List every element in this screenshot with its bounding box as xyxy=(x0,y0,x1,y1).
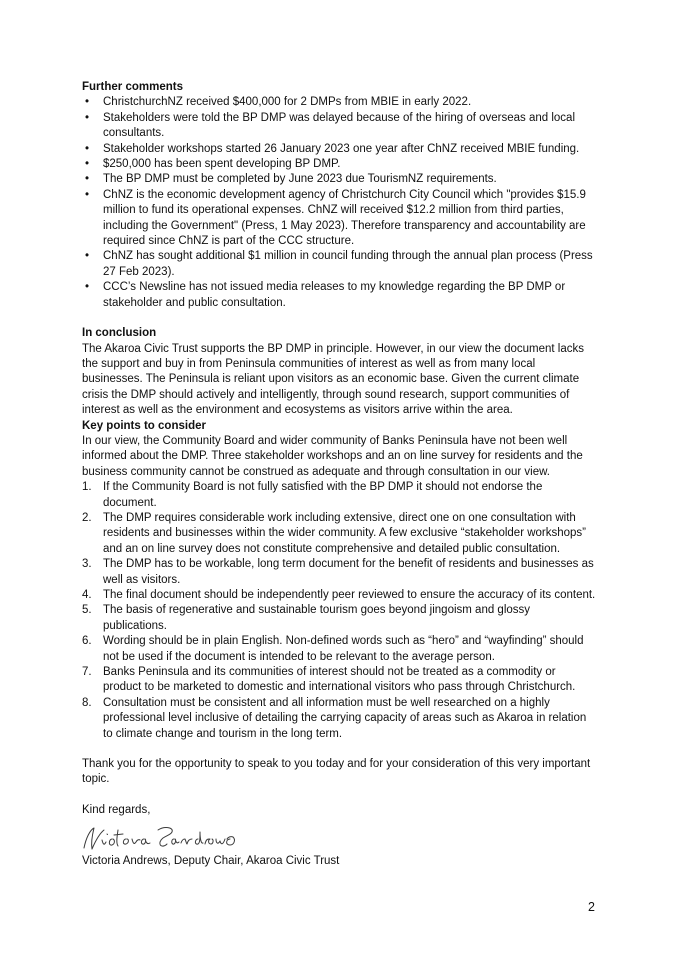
key-points-list xyxy=(82,480,597,742)
list-item xyxy=(82,557,597,588)
list-item: • ChristchurchNZ received $400,000 for 2 DMPs from MBIE in early 2022. xyxy=(82,95,597,110)
list-number: 3. xyxy=(82,558,92,571)
list-text: The DMP has to be workable, long term document for the benefit of residents and businesses as well as visitors. xyxy=(103,558,594,586)
list-item: • ChNZ is the economic development agency of Christchurch City Council which "provides $15.9 million to fund its operational expenses. ChNZ will received $12.2 million from third parties, including the Government" (Press, 1 May 2023). Therefore transparency and accountability are required since ChNZ is part of the CCC structure. xyxy=(82,188,597,250)
list-number: 4. xyxy=(82,589,92,601)
key-points-heading: Key points to consider xyxy=(82,419,206,432)
list-item xyxy=(82,634,597,665)
conclusion-paragraph: The Akaroa Civic Trust supports the BP DMP in principle. However, in our view the document lacks the support and buy in from Peninsula communities of interest as well as from many local businesses. The Peninsula is reliant upon visitors as an economic base. Given the current climate crisis the DMP should actively and intelligently, through sound research, support communities of interest as well as the environment and ecosystems as visitors arrive within the area. xyxy=(82,342,584,417)
list-text: If the Community Board is not fully satisfied with the BP DMP it should not endorse the document. xyxy=(103,481,543,509)
list-item xyxy=(82,696,597,742)
list-number: 6. xyxy=(82,635,92,648)
signature-image xyxy=(82,824,242,854)
list-number: 8. xyxy=(82,696,92,709)
list-item xyxy=(82,480,597,511)
list-text: The DMP requires considerable work including extensive, direct one on one consultation with residents and businesses within the wider community. A few exclusive “stakeholder workshops” and an on line survey does not constitute comprehensive and detailed public consultation. xyxy=(103,511,587,555)
list-item: • Stakeholder workshops started 26 January 2023 one year after ChNZ received MBIE funding. xyxy=(82,142,597,157)
list-item: • Stakeholders were told the BP DMP was delayed because of the hiring of overseas and local consultants. xyxy=(82,111,597,142)
list-item xyxy=(82,603,597,634)
list-text: The final document should be independently peer reviewed to ensure the accuracy of its content. xyxy=(103,589,596,601)
list-number: 1. xyxy=(82,481,92,494)
handwritten-signature xyxy=(82,824,242,854)
list-text: Banks Peninsula and its communities of interest should not be treated as a commodity or product to be marketed to domestic and international visitors who pass through Christchurch. xyxy=(103,666,576,694)
list-number: 5. xyxy=(82,604,92,617)
list-number: 7. xyxy=(82,666,92,679)
list-text: Wording should be in plain English. Non-defined words such as “hero” and “wayfinding” should not be used if the document is intended to be relevant to the average person. xyxy=(103,635,584,663)
list-item: • $250,000 has been spent developing BP DMP. xyxy=(82,157,597,172)
list-item: • The BP DMP must be completed by June 2023 due TourismNZ requirements. xyxy=(82,172,597,187)
list-item: • ChNZ has sought additional $1 million in council funding through the annual plan process (Press 27 Feb 2023). xyxy=(82,249,597,280)
closing-salutation: Kind regards, xyxy=(82,803,151,816)
conclusion-heading: In conclusion xyxy=(82,327,157,340)
key-points-intro: In our view, the Community Board and wider community of Banks Peninsula have not been well informed about the DMP. Three stakeholder workshops and an on line survey for residents and the business community cannot be construed as adequate and through consultation in our view. xyxy=(82,434,583,478)
list-number: 2. xyxy=(82,511,92,524)
further-comments-list xyxy=(82,95,597,311)
page-number: 2 xyxy=(588,900,595,914)
list-item: • CCC’s Newsline has not issued media releases to my knowledge regarding the BP DMP or stakeholder and public consultation. xyxy=(82,280,597,311)
thanks-paragraph: Thank you for the opportunity to speak to you today and for your consideration of this very important topic. xyxy=(82,758,591,786)
list-text: The basis of regenerative and sustainable tourism goes beyond jingoism and glossy publications. xyxy=(103,604,531,632)
list-item xyxy=(82,665,597,696)
signatory-line: Victoria Andrews, Deputy Chair, Akaroa Civic Trust xyxy=(82,855,340,868)
letter-body xyxy=(82,80,597,870)
list-item xyxy=(82,588,597,603)
list-text: Consultation must be consistent and all information must be well researched on a highly professional level inclusive of detailing the carrying capacity of areas such as Akaroa in relation to climate change and tourism in the long term. xyxy=(103,696,587,740)
list-item xyxy=(82,511,597,557)
further-comments-heading: Further comments xyxy=(82,81,183,93)
